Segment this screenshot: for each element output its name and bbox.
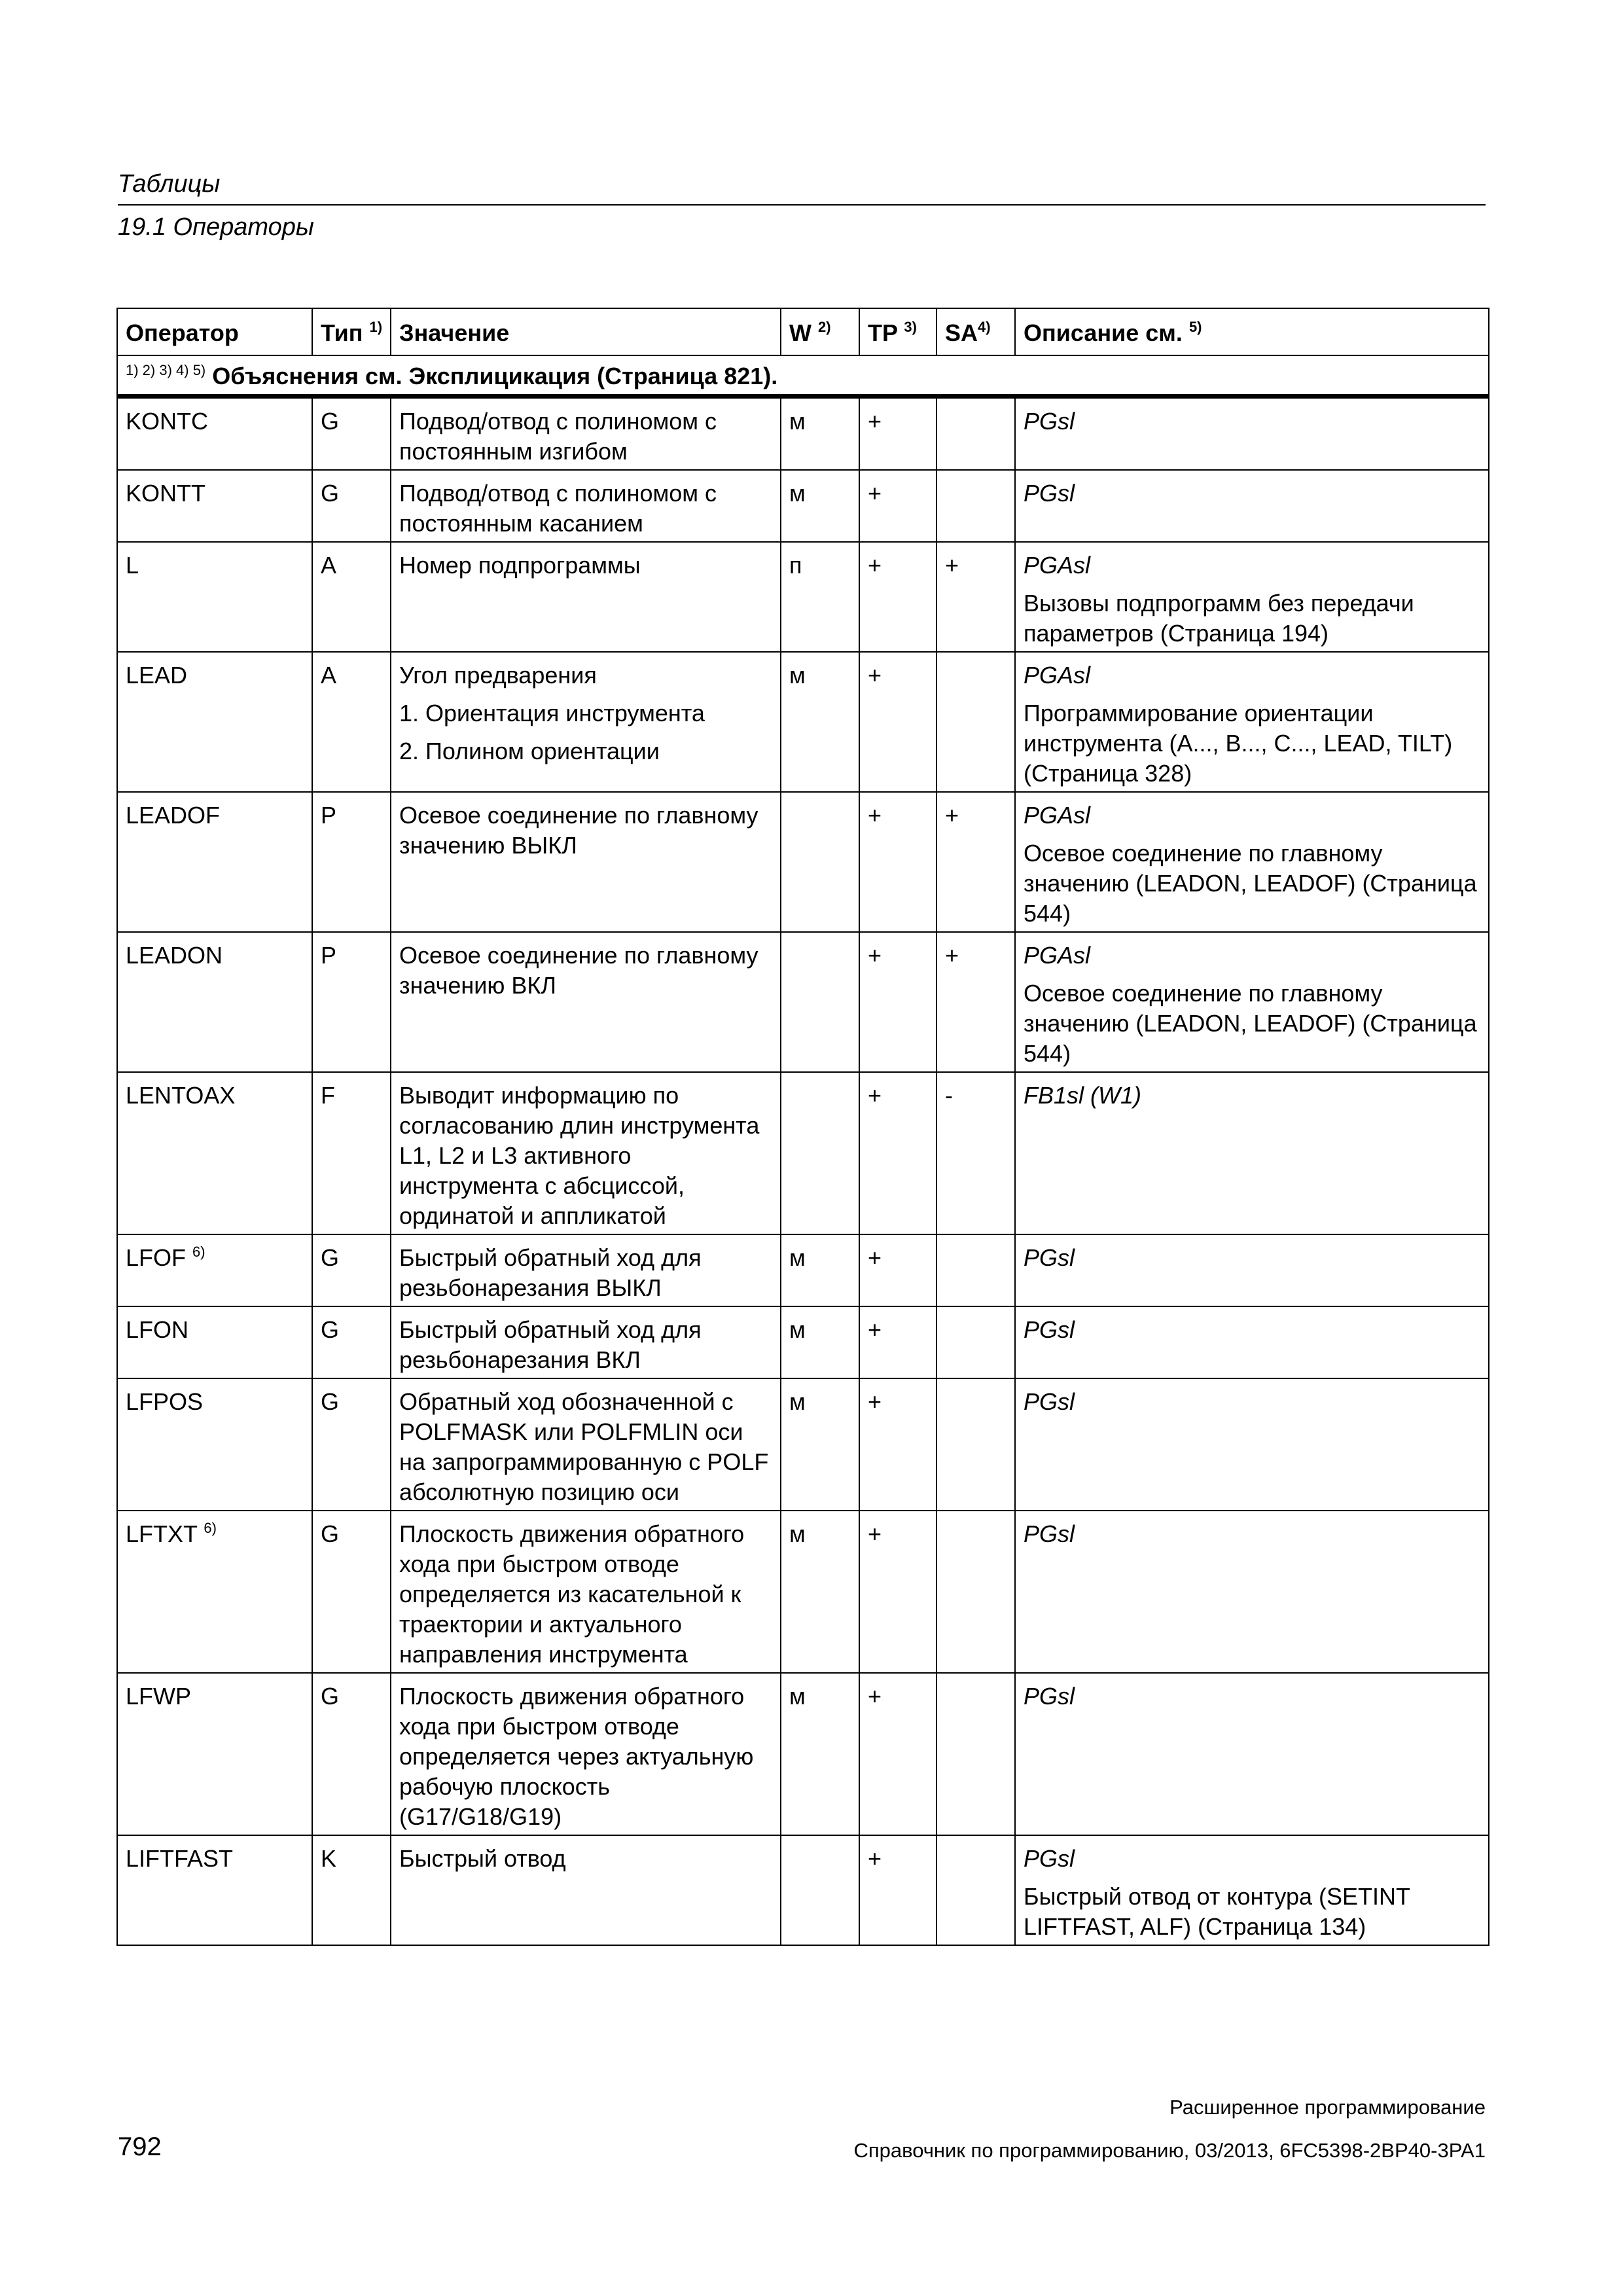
footer-document-info: Справочник по программированию, 03/2013, 6FC5398-2BP40-3PA1 xyxy=(853,2139,1486,2162)
table-row xyxy=(117,1511,1489,1673)
sa-cell xyxy=(936,1511,1015,1673)
tp-cell: + xyxy=(859,1306,936,1378)
operator-name: L xyxy=(126,552,139,579)
meaning-cell xyxy=(391,470,781,542)
description-text: Программирование ориентации инструмента (A..., B..., C..., LEAD, TILT) (Страница 328) xyxy=(1024,700,1453,787)
type-cell: G xyxy=(312,1511,391,1673)
sa-cell: + xyxy=(936,542,1015,652)
description-cell xyxy=(1015,542,1489,652)
meaning-text: Осевое соединение по главному значению ВЫКЛ xyxy=(399,802,758,859)
description-cell xyxy=(1015,397,1489,471)
operator-cell xyxy=(117,1072,312,1234)
column-header: TP $^{3)}$ xyxy=(859,308,936,355)
tp-cell: + xyxy=(859,1511,936,1673)
table-header-row xyxy=(117,308,1489,355)
tp-cell: + xyxy=(859,1673,936,1835)
meaning-text: Угол предварения xyxy=(399,662,597,689)
meaning-cell xyxy=(391,1234,781,1306)
legend-row xyxy=(117,355,1489,397)
description-cell xyxy=(1015,652,1489,792)
type-cell: G xyxy=(312,1378,391,1511)
column-header: SA$^{4)}$ xyxy=(936,308,1015,355)
w-cell xyxy=(781,932,859,1072)
tp-cell: + xyxy=(859,542,936,652)
type-cell: G xyxy=(312,1673,391,1835)
description-ref: PGsl xyxy=(1024,1316,1075,1343)
type-cell: G xyxy=(312,1234,391,1306)
operator-name: LFTXT xyxy=(126,1520,198,1547)
w-cell: м xyxy=(781,652,859,792)
w-cell: п xyxy=(781,542,859,652)
description-text: Осевое соединение по главному значению (LEADON, LEADOF) (Страница 544) xyxy=(1024,980,1477,1067)
table-row xyxy=(117,542,1489,652)
description-text: Осевое соединение по главному значению (LEADON, LEADOF) (Страница 544) xyxy=(1024,840,1477,927)
operator-cell xyxy=(117,397,312,471)
table-row xyxy=(117,792,1489,932)
type-cell: F xyxy=(312,1072,391,1234)
meaning-item: 1. Ориентация инструмента xyxy=(399,700,705,726)
column-header: W $^{2)}$ xyxy=(781,308,859,355)
sa-cell xyxy=(936,1835,1015,1945)
w-cell: м xyxy=(781,1234,859,1306)
tp-cell: + xyxy=(859,1072,936,1234)
description-ref: PGAsl xyxy=(1024,662,1091,689)
section-title: 19.1 Операторы xyxy=(118,213,314,241)
description-cell xyxy=(1015,1673,1489,1835)
operator-cell xyxy=(117,1234,312,1306)
meaning-text: Обратный ход обозначенной с POLFMASK или POLFMLIN оси на запрограммированную с POLF абсолютную позицию оси xyxy=(399,1388,769,1505)
tp-cell: + xyxy=(859,1378,936,1511)
description-ref: PGAsl xyxy=(1024,552,1091,579)
sa-cell xyxy=(936,1234,1015,1306)
meaning-text: Плоскость движения обратного хода при быстром отводе определяется через актуальную рабочую плоскость (G17/G18/G19) xyxy=(399,1683,754,1830)
sa-cell xyxy=(936,1378,1015,1511)
type-cell: P xyxy=(312,792,391,932)
description-cell xyxy=(1015,932,1489,1072)
table-row xyxy=(117,652,1489,792)
sa-cell: - xyxy=(936,1072,1015,1234)
meaning-text: Быстрый обратный ход для резьбонарезания ВЫКЛ xyxy=(399,1244,702,1301)
w-cell xyxy=(781,792,859,932)
operator-footnote: 6) xyxy=(204,1520,217,1536)
meaning-cell xyxy=(391,1072,781,1234)
column-header: Значение xyxy=(391,308,781,355)
table-row xyxy=(117,932,1489,1072)
tp-cell: + xyxy=(859,470,936,542)
meaning-text: Осевое соединение по главному значению ВКЛ xyxy=(399,942,758,999)
meaning-text: Подвод/отвод с полиномом с постоянным изгибом xyxy=(399,408,717,465)
operator-cell xyxy=(117,1511,312,1673)
table-row xyxy=(117,1835,1489,1945)
operator-cell xyxy=(117,542,312,652)
meaning-cell xyxy=(391,542,781,652)
sa-cell xyxy=(936,652,1015,792)
type-cell: G xyxy=(312,470,391,542)
meaning-cell xyxy=(391,1673,781,1835)
meaning-cell xyxy=(391,932,781,1072)
running-head xyxy=(118,165,1486,246)
operator-name: LEADON xyxy=(126,942,223,969)
operator-name: LEAD xyxy=(126,662,188,689)
description-cell xyxy=(1015,1234,1489,1306)
w-cell: м xyxy=(781,397,859,471)
operator-cell xyxy=(117,1673,312,1835)
meaning-cell xyxy=(391,1835,781,1945)
w-cell: м xyxy=(781,1306,859,1378)
meaning-text: Быстрый отвод xyxy=(399,1845,566,1872)
meaning-text: Номер подпрограммы xyxy=(399,552,641,579)
description-text: Быстрый отвод от контура (SETINT LIFTFAST, ALF) (Страница 134) xyxy=(1024,1883,1410,1940)
table-row xyxy=(117,1234,1489,1306)
table-row xyxy=(117,1378,1489,1511)
tp-cell: + xyxy=(859,1234,936,1306)
sa-cell: + xyxy=(936,932,1015,1072)
page-number: 792 xyxy=(118,2132,162,2161)
w-cell xyxy=(781,1072,859,1234)
legend-text: Объяснения см. Эксплицикация (Страница 821). xyxy=(212,363,778,389)
operators-table xyxy=(116,308,1489,1946)
legend-notes: 1) 2) 3) 4) 5) xyxy=(126,362,206,378)
operator-name: KONTT xyxy=(126,480,205,507)
table-row xyxy=(117,1673,1489,1835)
operator-name: KONTC xyxy=(126,408,208,435)
description-cell xyxy=(1015,1511,1489,1673)
tp-cell: + xyxy=(859,652,936,792)
description-ref: PGsl xyxy=(1024,1683,1075,1710)
operator-name: LFWP xyxy=(126,1683,192,1710)
header-rule xyxy=(118,204,1486,206)
description-text: Вызовы подпрограмм без передачи параметров (Страница 194) xyxy=(1024,590,1414,647)
meaning-cell xyxy=(391,1511,781,1673)
description-ref: PGsl xyxy=(1024,408,1075,435)
operator-cell xyxy=(117,932,312,1072)
description-ref: PGAsl xyxy=(1024,802,1091,829)
table-row xyxy=(117,1306,1489,1378)
meaning-item: 2. Полином ориентации xyxy=(399,738,660,764)
table-row xyxy=(117,397,1489,471)
description-ref: PGsl xyxy=(1024,480,1075,507)
w-cell xyxy=(781,1835,859,1945)
column-header: Тип $^{1)}$ xyxy=(312,308,391,355)
sa-cell: + xyxy=(936,792,1015,932)
type-cell: A xyxy=(312,542,391,652)
type-cell: G xyxy=(312,1306,391,1378)
sa-cell xyxy=(936,397,1015,471)
meaning-cell xyxy=(391,397,781,471)
meaning-cell xyxy=(391,1378,781,1511)
meaning-cell xyxy=(391,1306,781,1378)
tp-cell: + xyxy=(859,397,936,471)
description-ref: PGsl xyxy=(1024,1244,1075,1271)
operator-name: LFPOS xyxy=(126,1388,204,1415)
table-row xyxy=(117,470,1489,542)
type-cell: P xyxy=(312,932,391,1072)
operator-cell xyxy=(117,1835,312,1945)
meaning-text: Выводит информацию по согласованию длин инструмента L1, L2 и L3 активного инструмента с абсциссой, ординатой и аппликатой xyxy=(399,1082,760,1229)
meaning-cell xyxy=(391,792,781,932)
type-cell: G xyxy=(312,397,391,471)
legend-cell xyxy=(117,355,1489,397)
table-row xyxy=(117,1072,1489,1234)
w-cell: м xyxy=(781,1378,859,1511)
tp-cell: + xyxy=(859,1835,936,1945)
description-cell xyxy=(1015,1072,1489,1234)
w-cell: м xyxy=(781,1673,859,1835)
tp-cell: + xyxy=(859,932,936,1072)
w-cell: м xyxy=(781,470,859,542)
sa-cell xyxy=(936,1306,1015,1378)
operator-cell xyxy=(117,1378,312,1511)
meaning-cell xyxy=(391,652,781,792)
type-cell: K xyxy=(312,1835,391,1945)
description-cell xyxy=(1015,1378,1489,1511)
description-cell xyxy=(1015,1306,1489,1378)
description-ref: PGAsl xyxy=(1024,942,1091,969)
tp-cell: + xyxy=(859,792,936,932)
operator-cell xyxy=(117,1306,312,1378)
operator-cell xyxy=(117,652,312,792)
operator-name: LFOF xyxy=(126,1244,187,1271)
description-ref: FB1sl (W1) xyxy=(1024,1082,1141,1109)
chapter-title: Таблицы xyxy=(118,170,221,198)
description-ref: PGsl xyxy=(1024,1845,1075,1872)
operator-name: LENTOAX xyxy=(126,1082,236,1109)
meaning-text: Быстрый обратный ход для резьбонарезания ВКЛ xyxy=(399,1316,702,1373)
operator-name: LFON xyxy=(126,1316,189,1343)
meaning-text: Подвод/отвод с полиномом с постоянным касанием xyxy=(399,480,717,537)
description-cell xyxy=(1015,792,1489,932)
operator-name: LIFTFAST xyxy=(126,1845,234,1872)
operator-cell xyxy=(117,470,312,542)
operator-cell xyxy=(117,792,312,932)
column-header: Описание см. $^{5)}$ xyxy=(1015,308,1489,355)
meaning-text: Плоскость движения обратного хода при быстром отводе определяется из касательной к траектории и актуального направления инструмента xyxy=(399,1520,745,1668)
description-ref: PGsl xyxy=(1024,1388,1075,1415)
operator-footnote: 6) xyxy=(192,1244,205,1260)
type-cell: A xyxy=(312,652,391,792)
sa-cell xyxy=(936,1673,1015,1835)
description-cell xyxy=(1015,470,1489,542)
description-ref: PGsl xyxy=(1024,1520,1075,1547)
w-cell: м xyxy=(781,1511,859,1673)
column-header: Оператор xyxy=(117,308,312,355)
description-cell xyxy=(1015,1835,1489,1945)
footer-title: Расширенное программирование xyxy=(1169,2096,1486,2119)
sa-cell xyxy=(936,470,1015,542)
operator-name: LEADOF xyxy=(126,802,221,829)
